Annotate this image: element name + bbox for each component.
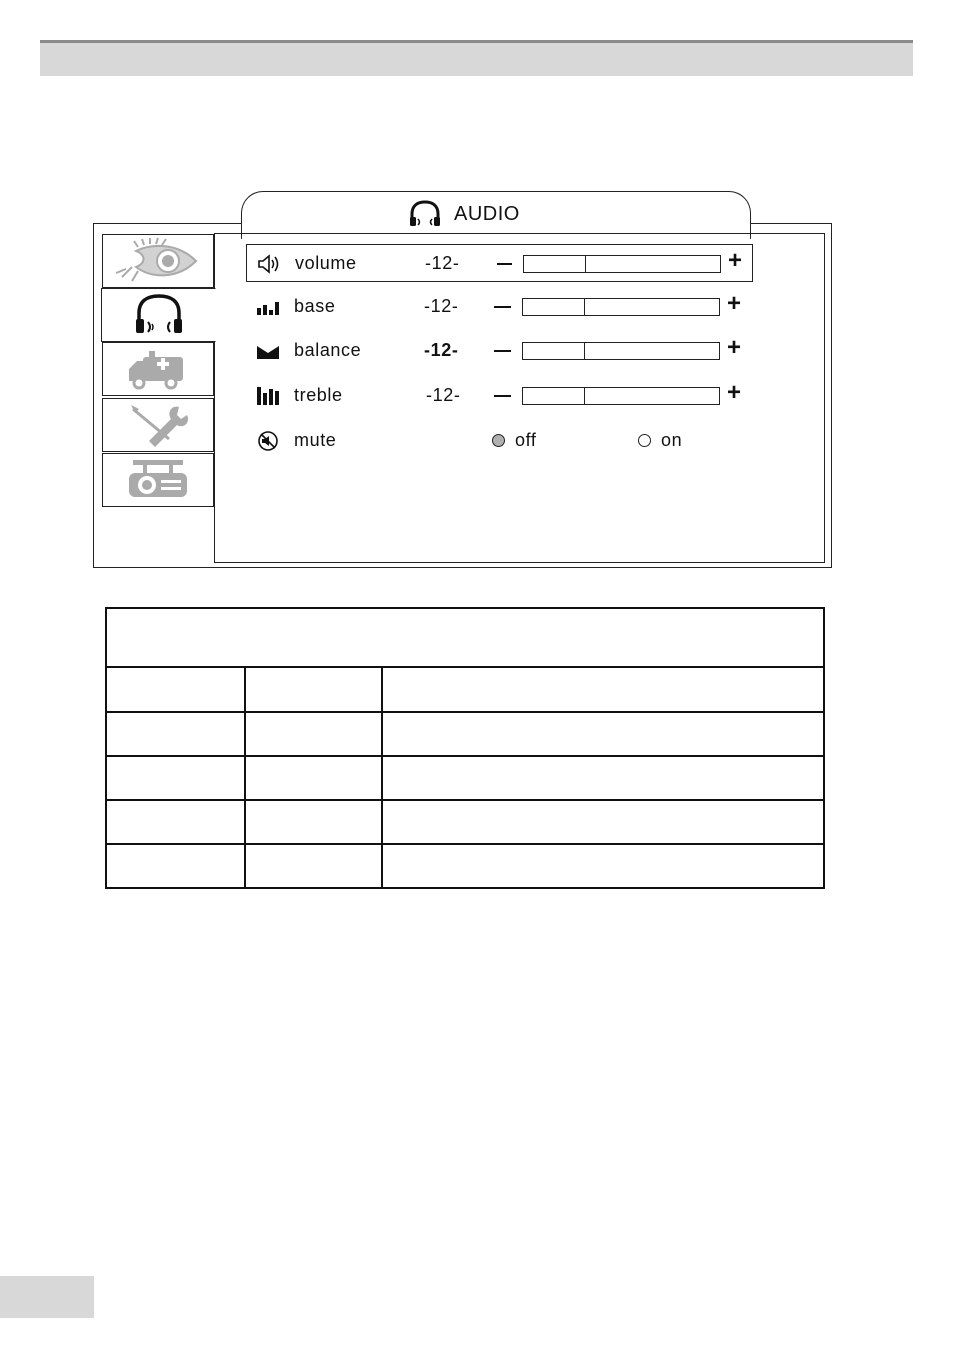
volume-row[interactable] — [246, 244, 753, 282]
eye-icon — [112, 237, 204, 285]
balance-icon — [256, 340, 280, 362]
treble-decrease-button[interactable] — [494, 395, 511, 397]
base-increase-button[interactable]: + — [727, 290, 742, 317]
volume-value: -12- — [425, 253, 460, 273]
base-value: -12- — [424, 296, 459, 316]
table-row — [107, 755, 823, 757]
balance-slider[interactable] — [522, 342, 720, 360]
mute-on-option[interactable] — [638, 430, 682, 451]
page-corner-tab — [0, 1276, 94, 1318]
mute-off-label: off — [515, 430, 537, 450]
balance-increase-button[interactable]: + — [727, 334, 742, 361]
balance-label: balance — [294, 340, 362, 360]
tab-picture[interactable] — [102, 234, 214, 288]
table-row — [107, 666, 823, 668]
base-slider-fill — [523, 299, 585, 315]
ambulance-icon — [123, 347, 193, 391]
mute-label: mute — [294, 430, 337, 450]
tab-tools[interactable] — [102, 398, 214, 452]
base-slider[interactable] — [522, 298, 720, 316]
table-row — [107, 843, 823, 845]
reference-table — [105, 607, 825, 889]
treble-slider-fill — [523, 388, 585, 404]
headphones-icon — [406, 200, 444, 228]
treble-label: treble — [294, 385, 343, 405]
mute-off-radio[interactable] — [492, 434, 505, 447]
base-label: base — [294, 296, 336, 316]
treble-bars-icon — [256, 385, 280, 407]
tab-setup[interactable] — [102, 342, 214, 396]
base-row[interactable] — [246, 288, 753, 326]
volume-increase-button[interactable]: + — [728, 247, 743, 274]
mute-on-radio[interactable] — [638, 434, 651, 447]
projector-icon — [123, 458, 193, 502]
table-row — [107, 799, 823, 801]
volume-slider[interactable] — [523, 255, 721, 273]
header-bar — [40, 40, 913, 76]
tools-icon — [123, 401, 193, 449]
mute-off-option[interactable] — [492, 430, 537, 451]
treble-row[interactable] — [246, 377, 753, 415]
balance-slider-fill — [523, 343, 585, 359]
speaker-icon — [257, 253, 281, 275]
tab-projector[interactable] — [102, 453, 214, 507]
treble-increase-button[interactable]: + — [727, 379, 742, 406]
balance-row[interactable] — [246, 332, 753, 370]
table-column-divider — [244, 666, 246, 887]
balance-decrease-button[interactable] — [494, 350, 511, 352]
volume-slider-fill — [524, 256, 586, 272]
mute-icon — [256, 430, 280, 452]
osd-title-text: AUDIO — [454, 202, 520, 225]
volume-decrease-button[interactable] — [497, 263, 512, 265]
osd-title — [406, 199, 520, 229]
balance-value: -12- — [424, 340, 459, 360]
bass-bars-icon — [256, 296, 280, 318]
headphones-icon — [129, 293, 189, 337]
table-column-divider — [381, 666, 383, 887]
mute-on-label: on — [661, 430, 683, 450]
tab-audio[interactable] — [101, 288, 216, 342]
volume-label: volume — [295, 253, 357, 273]
treble-value: -12- — [426, 385, 461, 405]
base-decrease-button[interactable] — [494, 306, 511, 308]
table-row — [107, 711, 823, 713]
treble-slider[interactable] — [522, 387, 720, 405]
